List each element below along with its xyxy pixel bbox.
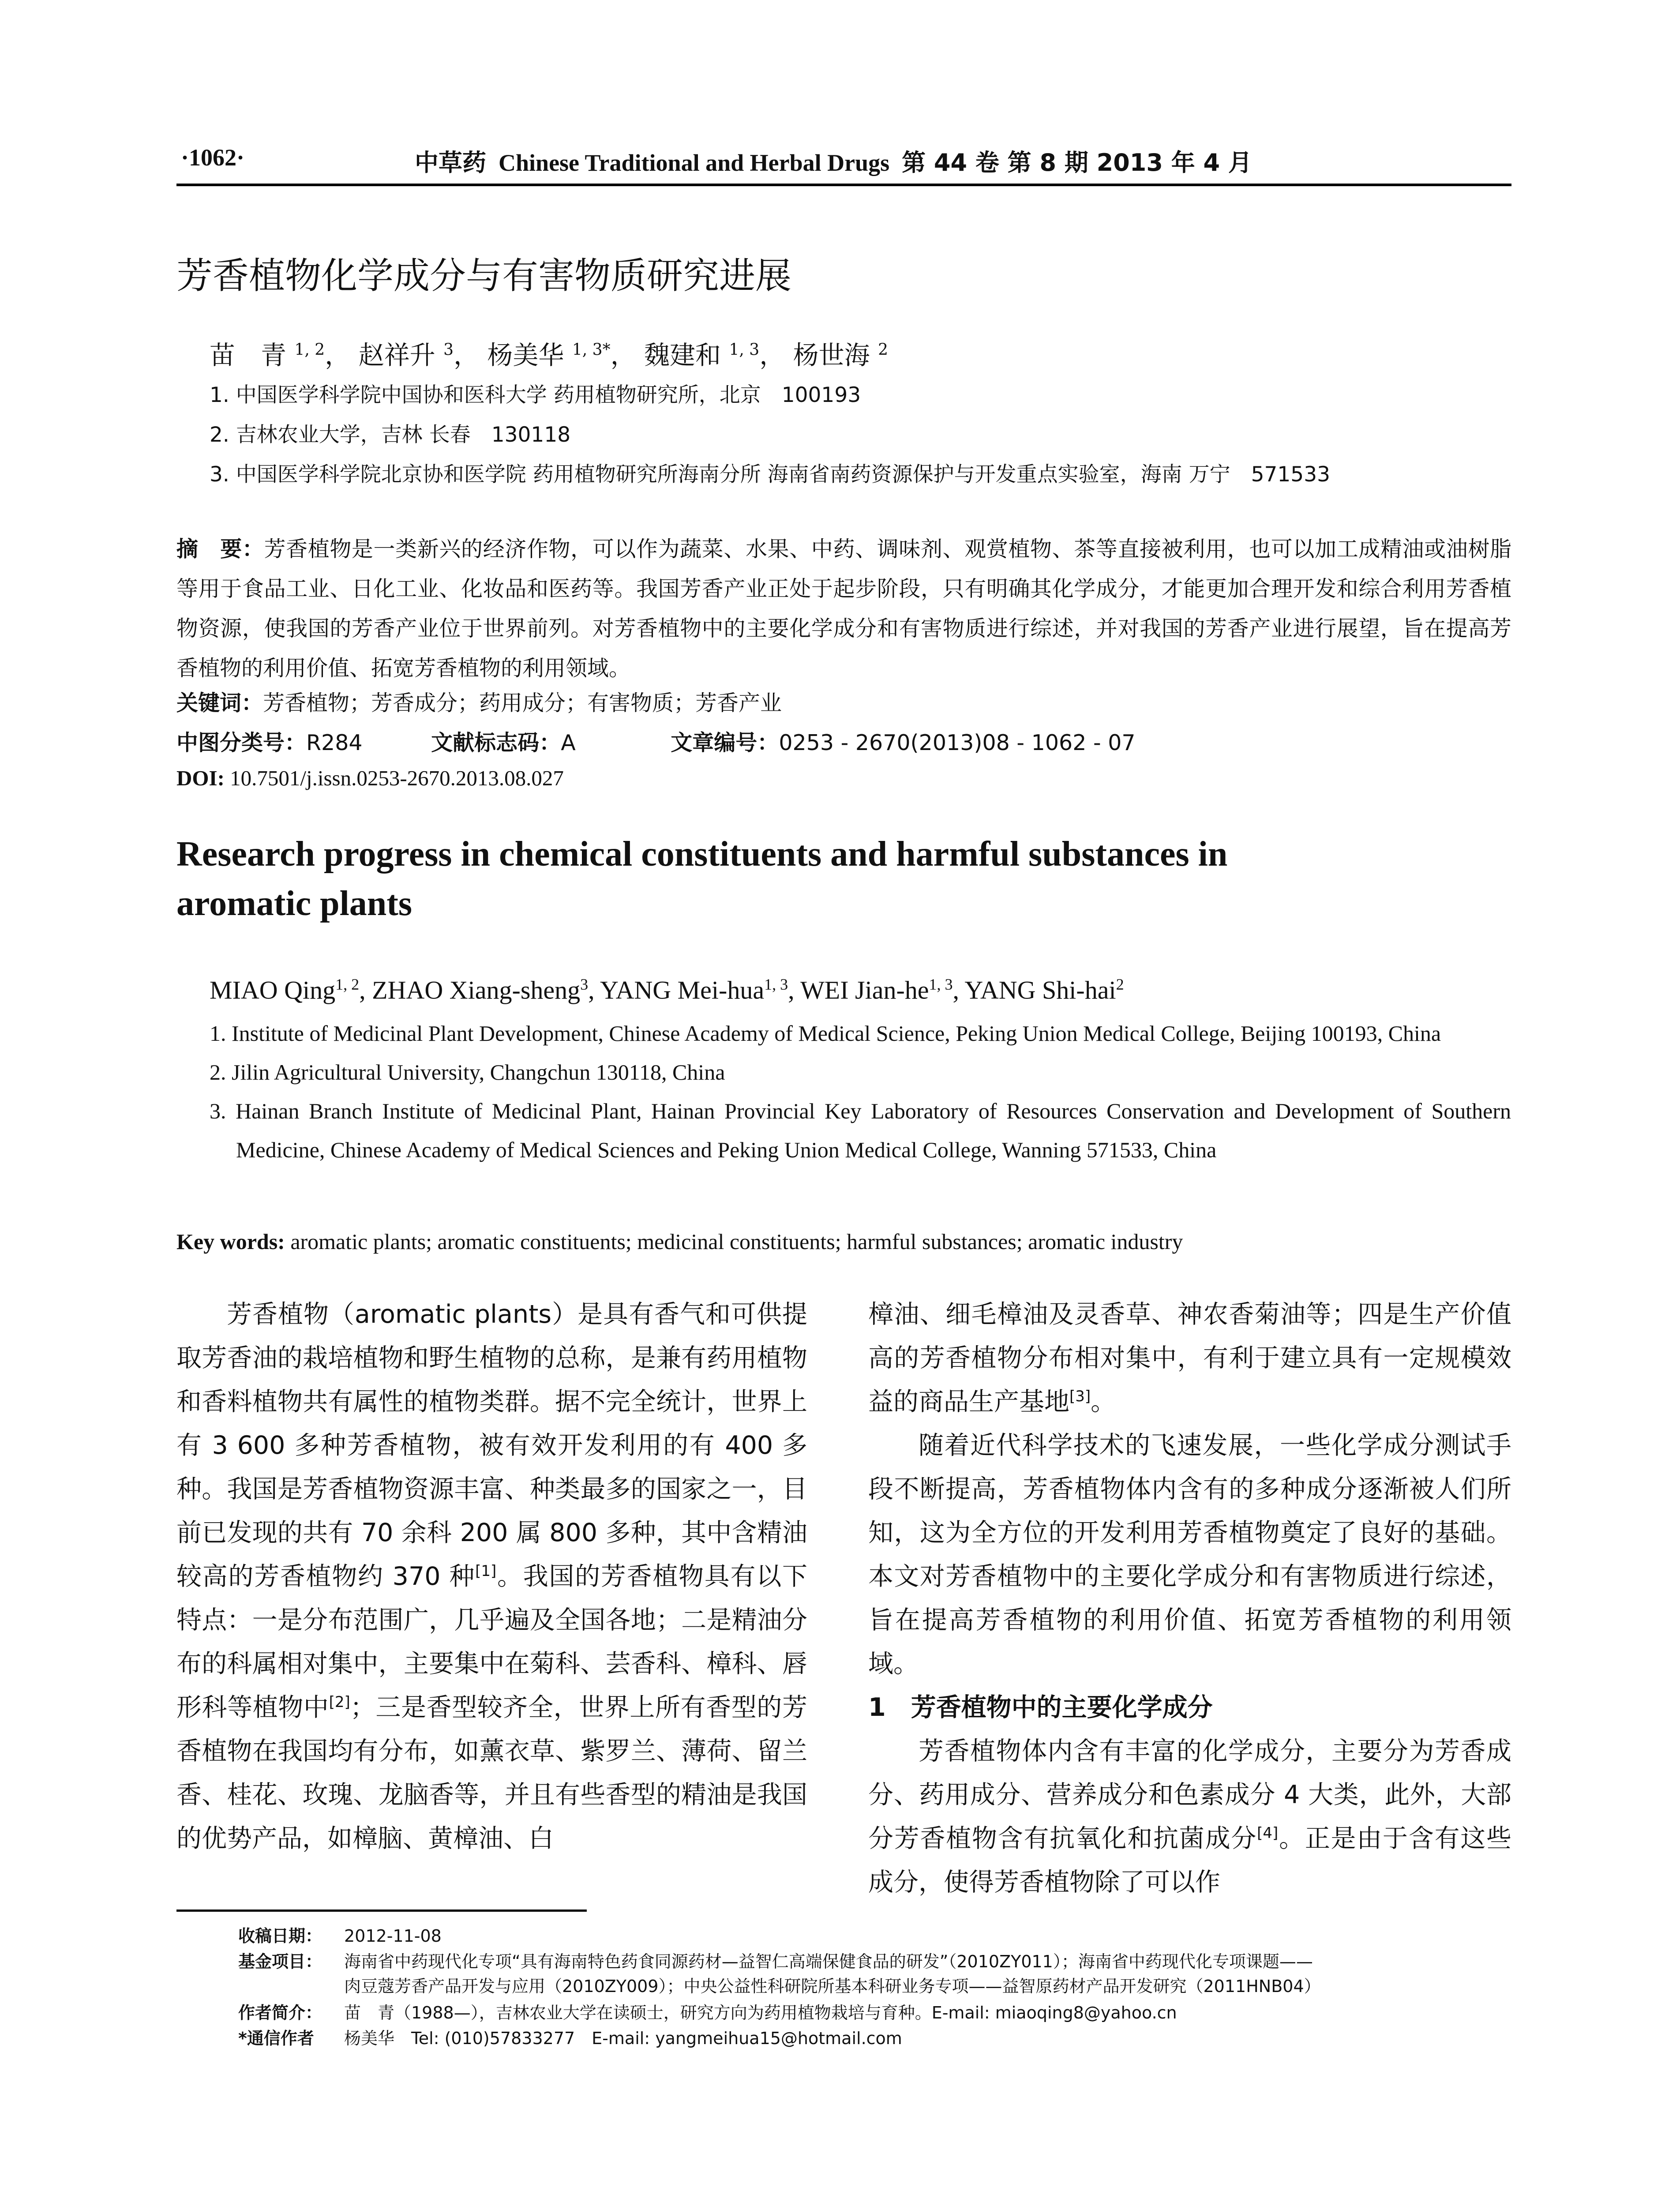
affiliation-cn-1: 1. 中国医学科学院中国协和医科大学 药用植物研究所，北京 100193 — [210, 383, 861, 407]
fund-text-1: 海南省中药现代化专项“具有海南特色药食同源药材—益智仁高端保健食品的研发”（2010ZY011）；海南省中药现代化专项课题—— — [344, 1952, 1313, 1971]
body-paragraph — [176, 1293, 807, 1861]
citation-ref[interactable]: [4] — [1257, 1824, 1279, 1842]
author-name: 苗 青 — [210, 340, 287, 370]
corresponding-label: *通信作者 — [238, 2029, 314, 2048]
journal-name — [415, 144, 1252, 178]
author-affiliation-mark: 1, 3 — [764, 975, 788, 993]
affiliation-en-2: 2. Jilin Agricultural University, Changchun 130118, China — [210, 1060, 725, 1084]
keywords-en — [176, 1229, 1183, 1254]
author-separator: ， — [325, 340, 351, 370]
section-heading: 1 芳香植物中的主要化学成分 — [868, 1693, 1213, 1722]
fund-label: 基金项目： — [238, 1952, 322, 1971]
author-name-en: MIAO Qing — [210, 975, 336, 1005]
footnote-corresponding — [176, 2026, 1511, 2051]
abstract-label: 摘 要： — [176, 536, 264, 562]
page-number: ·1062· — [181, 144, 245, 171]
article-title-en: Research progress in chemical constituents and harmful substances in aromatic plants — [176, 835, 1228, 923]
clc-label: 中图分类号： — [176, 730, 307, 755]
body-text: 樟油、细毛樟油及灵香草、神农香菊油等；四是生产价值高的芳香植物分布相对集中，有利于建立具有一定规模效益的商品生产基地 — [868, 1300, 1511, 1416]
journal-volume: 第 44 卷 第 8 期 2013 年 4 月 — [902, 149, 1252, 176]
body-paragraph: 随着近代科学技术的飞速发展，一些化学成分测试手段不断提高，芳香植物体内含有的多种成分逐渐被人们所知，这为全方位的开发利用芳香植物奠定了良好的基础。本文对芳香植物中的主要化学成分和有害物质进行综述，旨在提高芳香植物的利用价值、拓宽芳香植物的利用领域。 — [868, 1431, 1511, 1678]
author-name-en: ZHAO Xiang-sheng — [372, 975, 581, 1005]
keywords-text: 芳香植物；芳香成分；药用成分；有害物质；芳香产业 — [263, 690, 782, 716]
article-number-value: 0253 - 2670(2013)08 - 1062 - 07 — [779, 730, 1136, 755]
author-name: 杨美华 — [487, 340, 564, 370]
abstract-cn — [176, 529, 1511, 688]
author-affiliation-mark: 1, 2 — [335, 975, 360, 993]
footnote-fund — [176, 1949, 1511, 1999]
body-paragraph — [868, 1293, 1511, 1424]
affiliation-en-3: 3. Hainan Branch Institute of Medicinal Plant, Hainan Provincial Key Laboratory of Resources Conservation and Development of Southern Medicine, Chinese Academy of Medical Sciences and Peking Union Medical College, Wanning 571533, China — [210, 1099, 1511, 1162]
affiliation-en-1: 1. Institute of Medicinal Plant Development, Chinese Academy of Medical Science, Peking Union Medical College, Beijing 100193, China — [210, 1021, 1441, 1046]
received-label: 收稿日期： — [238, 1926, 322, 1946]
citation-ref[interactable]: [1] — [475, 1562, 497, 1580]
article-title-cn: 芳香植物化学成分与有害物质研究进展 — [176, 255, 792, 297]
author-list-en — [210, 975, 1124, 1005]
doi-value: 10.7501/j.issn.0253-2670.2013.08.027 — [230, 766, 564, 790]
author-separator: ， — [610, 340, 636, 370]
author-name-en: YANG Shi-hai — [964, 975, 1116, 1005]
affiliations-en — [210, 1014, 1511, 1169]
author-affiliation-mark: 1, 2 — [294, 341, 325, 359]
journal-name-cn: 中草药 — [415, 148, 486, 176]
author-name: 魏建和 — [644, 340, 721, 370]
body-column-left — [176, 1293, 807, 1861]
citation-ref[interactable]: [3] — [1069, 1388, 1091, 1405]
body-paragraph — [868, 1730, 1511, 1904]
affiliation-cn-3: 3. 中国医学科学院北京协和医学院 药用植物研究所海南分所 海南省南药资源保护与开发重点实验室，海南 万宁 571533 — [210, 462, 1331, 487]
keywords-cn — [176, 686, 782, 717]
author-name: 赵祥升 — [358, 340, 435, 370]
author-affiliation-mark: 1, 3 — [929, 975, 953, 993]
author-affiliation-mark: 3 — [443, 341, 454, 359]
footnote-rule — [176, 1910, 587, 1912]
author-separator: ， — [453, 340, 479, 370]
author-list-cn — [210, 334, 888, 371]
fund-text-2: 肉豆蔻芳香产品开发与应用（2010ZY009）；中央公益性科研院所基本科研业务专项——益智原药材产品开发研究（2011HNB04） — [344, 1977, 1321, 1996]
keywords-en-text: aromatic plants; aromatic constituents; medicinal constituents; harmful substances; aromatic industry — [290, 1229, 1183, 1254]
footnote-received — [176, 1924, 1511, 1948]
author-name: 杨世海 — [793, 340, 870, 370]
body-text: ；三是香型较齐全，世界上所有香型的芳香植物在我国均有分布，如薰衣草、紫罗兰、薄荷、留兰香、桂花、玫瑰、龙脑香等，并且有些香型的精油是我国的优势产品，如樟脑、黄樟油、白 — [176, 1693, 808, 1853]
body-text: 芳香植物（aromatic plants）是具有香气和可供提取芳香油的栽培植物和野生植物的总称，是兼有药用植物和香料植物共有属性的植物类群。据不完全统计，世界上有 3 600 多种芳香植物，被有效开发利用的有 400 多种。我国是芳香植物资源丰富、种类最多的国家之一，目前已发现的共有 70 余科 200 属 800 多种，其中含精油较高的芳香植物约 370 种 — [176, 1300, 807, 1591]
author-affiliation-mark: 1, 3 — [729, 341, 760, 359]
author-separator: , — [952, 975, 965, 1005]
author-separator: ， — [759, 340, 785, 370]
author-name-en: WEI Jian-he — [800, 975, 929, 1005]
citation-ref[interactable]: [2] — [329, 1693, 350, 1711]
author-bio-text: 苗 青（1988—），吉林农业大学在读硕士，研究方向为药用植物栽培与育种。E-mail: miaoqing8@yahoo.cn — [344, 2003, 1177, 2022]
doi-label: DOI: — [176, 766, 225, 790]
body-text: 。我国的芳香植物具有以下特点：一是分布范围广，几乎遍及全国各地；二是精油分布的科属相对集中，主要集中在菊科、芸香科、樟科、唇形科等植物中 — [176, 1562, 807, 1722]
doi-line — [176, 765, 564, 791]
body-text: 。正是由于含有这些成分，使得芳香植物除了可以作 — [868, 1824, 1512, 1897]
doc-code-label: 文献标志码： — [431, 730, 561, 755]
keywords-label: 关键词： — [176, 690, 263, 716]
running-header — [176, 135, 1511, 186]
received-date: 2012-11-08 — [344, 1926, 442, 1946]
author-affiliation-mark: 1, 3* — [572, 341, 611, 359]
author-name-en: YANG Mei-hua — [600, 975, 765, 1005]
body-column-right — [868, 1293, 1511, 1904]
body-text: 芳香植物体内含有丰富的化学成分，主要分为芳香成分、药用成分、营养成分和色素成分 4 大类，此外，大部分芳香植物含有抗氧化和抗菌成分 — [868, 1737, 1511, 1853]
affiliation-cn-2: 2. 吉林农业大学，吉林 长春 130118 — [210, 423, 571, 447]
keywords-en-label: Key words: — [176, 1229, 285, 1254]
footnote-author — [176, 2000, 1511, 2025]
author-bio-label: 作者简介： — [238, 2003, 322, 2022]
author-affiliation-mark: 2 — [878, 341, 888, 359]
journal-name-en: Chinese Traditional and Herbal Drugs — [499, 150, 890, 176]
clc-value: R284 — [306, 730, 363, 755]
author-separator: , — [359, 975, 372, 1005]
author-affiliation-mark: 2 — [1116, 975, 1124, 993]
abstract-text: 芳香植物是一类新兴的经济作物，可以作为蔬菜、水果、中药、调味剂、观赏植物、茶等直接被利用，也可以加工成精油或油树脂等用于食品工业、日化工业、化妆品和医药等。我国芳香产业正处于起步阶段，只有明确其化学成分，才能更加合理开发和综合利用芳香植物资源，使我国的芳香产业位于世界前列。对芳香植物中的主要化学成分和有害物质进行综述，并对我国的芳香产业进行展望，旨在提高芳香植物的利用价值、拓宽芳香植物的利用领域。 — [176, 536, 1511, 681]
classification-line — [176, 726, 1136, 757]
corresponding-text: 杨美华 Tel: (010)57833277 E-mail: yangmeihua15@hotmail.com — [344, 2029, 902, 2048]
author-separator: , — [588, 975, 600, 1005]
author-affiliation-mark: 3 — [580, 975, 589, 993]
doc-code-value: A — [561, 730, 576, 755]
body-text: 。 — [1091, 1387, 1116, 1416]
author-separator: , — [788, 975, 801, 1005]
article-number-label: 文章编号： — [671, 730, 779, 755]
